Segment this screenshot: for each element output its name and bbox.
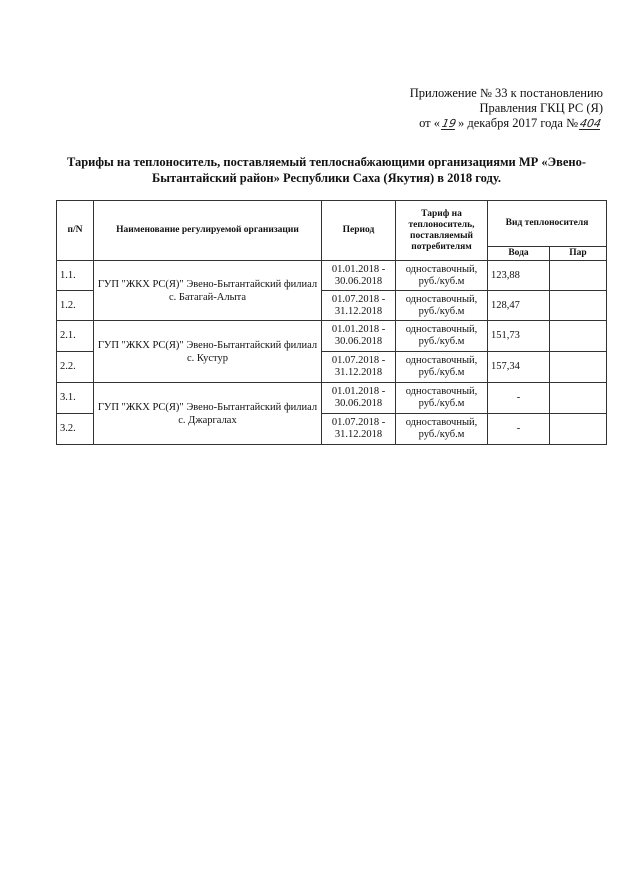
row-water: - <box>488 414 550 445</box>
org-name: ГУП "ЖКХ РС(Я)" Эвено-Бытантайский филиал с. Кустур <box>94 321 322 383</box>
table-row <box>57 261 607 291</box>
row-unit: одноставочный, руб./куб.м <box>396 383 488 414</box>
row-unit: одноставочный, руб./куб.м <box>396 321 488 352</box>
row-period: 01.07.2018 - 31.12.2018 <box>322 414 396 445</box>
header-period: Период <box>322 201 396 261</box>
title-line-2: Бытантайский район» Республики Саха (Якутия) в 2018 году. <box>151 171 501 185</box>
row-period: 01.01.2018 - 30.06.2018 <box>322 261 396 291</box>
row-steam <box>550 321 607 352</box>
row-period: 01.01.2018 - 30.06.2018 <box>322 321 396 352</box>
appendix-line-1: Приложение № 33 к постановлению <box>409 86 603 100</box>
row-steam <box>550 414 607 445</box>
row-unit: одноставочный, руб./куб.м <box>396 414 488 445</box>
row-steam <box>550 291 607 321</box>
header-tariff: Тариф на теплоноситель, поставляемый потребителям <box>396 201 488 261</box>
row-num: 3.1. <box>57 383 94 414</box>
handwritten-number: 404 <box>578 117 603 130</box>
row-num: 3.2. <box>57 414 94 445</box>
row-unit: одноставочный, руб./куб.м <box>396 291 488 321</box>
table-row <box>57 321 607 352</box>
title-line-1: Тарифы на теплоноситель, поставляемый теплоснабжающими организациями МР «Эвено- <box>66 155 587 169</box>
appendix-line-2: Правления ГКЦ РС (Я) <box>479 101 603 115</box>
org-name: ГУП "ЖКХ РС(Я)" Эвено-Бытантайский филиал с. Батагай-Алыта <box>94 261 322 321</box>
date-prefix: от « <box>419 116 440 130</box>
row-steam <box>550 261 607 291</box>
row-steam <box>550 352 607 383</box>
row-period: 01.07.2018 - 31.12.2018 <box>322 291 396 321</box>
document-title <box>54 154 599 186</box>
header-num: п/N <box>57 201 94 261</box>
row-num: 1.2. <box>57 291 94 321</box>
handwritten-day: 19 <box>440 117 458 130</box>
header-org: Наименование регулируемой организации <box>94 201 322 261</box>
row-num: 2.1. <box>57 321 94 352</box>
row-unit: одноставочный, руб./куб.м <box>396 352 488 383</box>
appendix-line-3 <box>410 116 603 131</box>
row-period: 01.07.2018 - 31.12.2018 <box>322 352 396 383</box>
header-water: Вода <box>488 247 550 261</box>
row-period: 01.01.2018 - 30.06.2018 <box>322 383 396 414</box>
date-middle: » декабря 2017 года № <box>458 116 578 130</box>
row-water: 151,73 <box>488 321 550 352</box>
table-row <box>57 383 607 414</box>
org-name: ГУП "ЖКХ РС(Я)" Эвено-Бытантайский филиал с. Джаргалах <box>94 383 322 445</box>
row-water: - <box>488 383 550 414</box>
row-num: 2.2. <box>57 352 94 383</box>
row-steam <box>550 383 607 414</box>
row-water: 123,88 <box>488 261 550 291</box>
tariff-table <box>56 200 607 445</box>
appendix-header <box>410 86 603 131</box>
row-num: 1.1. <box>57 261 94 291</box>
row-water: 128,47 <box>488 291 550 321</box>
row-unit: одноставочный, руб./куб.м <box>396 261 488 291</box>
row-water: 157,34 <box>488 352 550 383</box>
header-type: Вид теплоносителя <box>488 201 607 247</box>
header-steam: Пар <box>550 247 607 261</box>
